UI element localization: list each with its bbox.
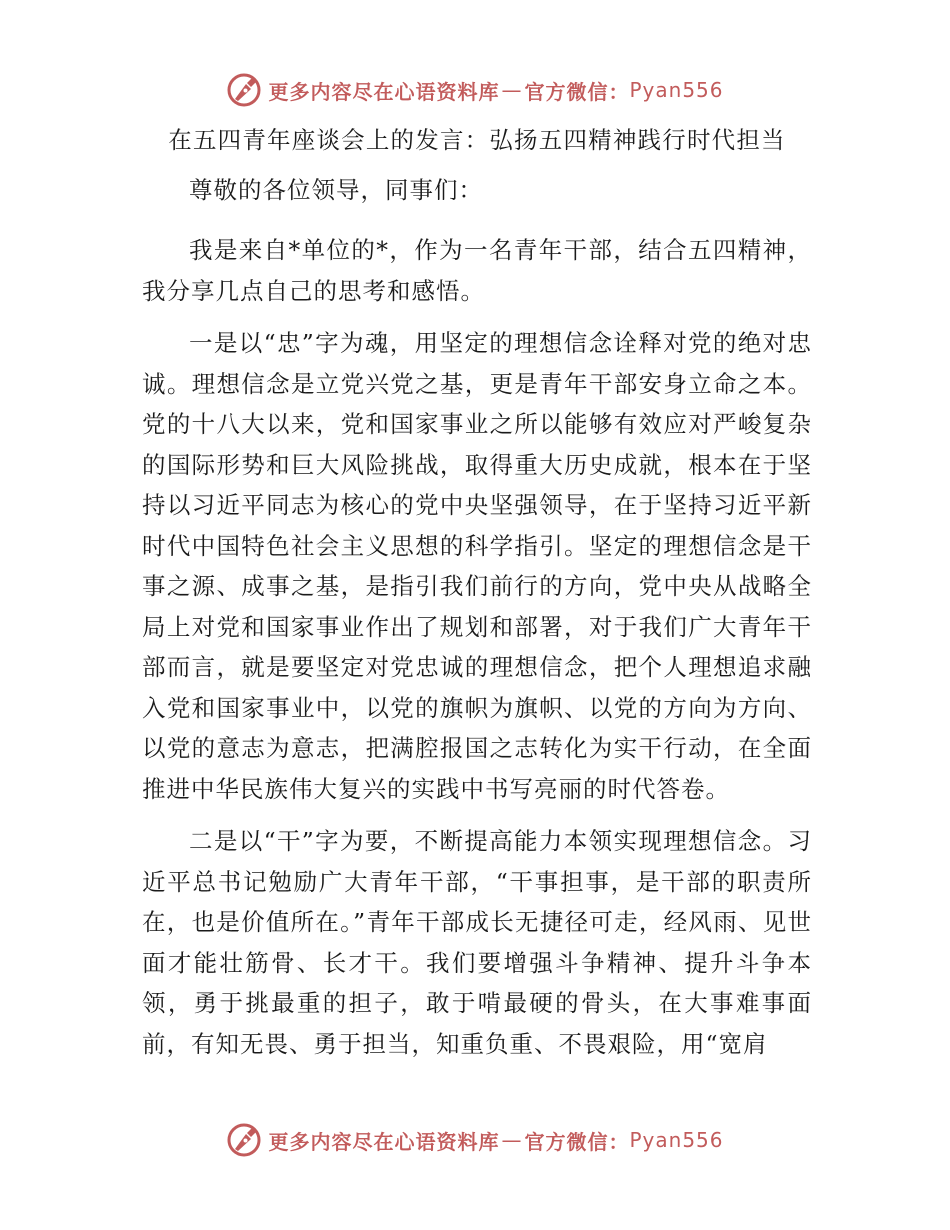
paragraph-action: 二是以“干”字为要，不断提高能力本领实现理想信念。习近平总书记勉励广大青年干部，“干事担事，是干部的职责所在，也是价值所在。”青年干部成长无捷径可走，经风雨、见世面才能壮筋骨、长才干。我们要增强斗争精神、提升斗争本领，勇于挑最重的担子，敢于啃最硬的骨头，在大事难事面前，有知无畏、勇于担当，知重负重、不畏艰险，用“宽肩 bbox=[142, 827, 812, 1058]
watermark-wechat-label: 官方微信： bbox=[524, 79, 630, 104]
document-body bbox=[142, 118, 812, 1064]
watermark-text: 更多内容尽在心语资料库 bbox=[268, 79, 500, 104]
watermark-banner-bottom bbox=[0, 1120, 950, 1160]
watermark-wechat-id: Pyan556 bbox=[629, 1128, 724, 1152]
salutation: 尊敬的各位领导，同事们： bbox=[189, 176, 483, 204]
watermark-separator: — bbox=[501, 1128, 523, 1152]
watermark-banner-top bbox=[0, 70, 950, 110]
document-title: 在五四青年座谈会上的发言：弘扬五四精神践行时代担当 bbox=[168, 126, 786, 154]
watermark-text: 更多内容尽在心语资料库 bbox=[268, 1129, 500, 1154]
pen-nib-circle-icon bbox=[226, 1122, 262, 1158]
pen-nib-circle-icon bbox=[226, 72, 262, 108]
paragraph-intro: 我是来自*单位的*，作为一名青年干部，结合五四精神，我分享几点自己的思考和感悟。 bbox=[142, 236, 812, 305]
watermark-wechat-label: 官方微信： bbox=[524, 1129, 630, 1154]
paragraph-loyalty: 一是以“忠”字为魂，用坚定的理想信念诠释对党的绝对忠诚。理想信念是立党兴党之基，更是青年干部安身立命之本。党的十八大以来，党和国家事业之所以能够有效应对严峻复杂的国际形势和巨大风险挑战，取得重大历史成就，根本在于坚持以习近平同志为核心的党中央坚强领导，在于坚持习近平新时代中国特色社会主义思想的科学指引。坚定的理想信念是干事之源、成事之基，是指引我们前行的方向，党中央从战略全局上对党和国家事业作出了规划和部署，对于我们广大青年干部而言，就是要坚定对党忠诚的理想信念，把个人理想追求融入党和国家事业中，以党的旗帜为旗帜、以党的方向为方向、以党的意志为意志，把满腔报国之志转化为实干行动，在全面推进中华民族伟大复兴的实践中书写亮丽的时代答卷。 bbox=[142, 329, 812, 803]
watermark-wechat-id: Pyan556 bbox=[629, 78, 724, 102]
watermark-separator: — bbox=[501, 78, 523, 102]
